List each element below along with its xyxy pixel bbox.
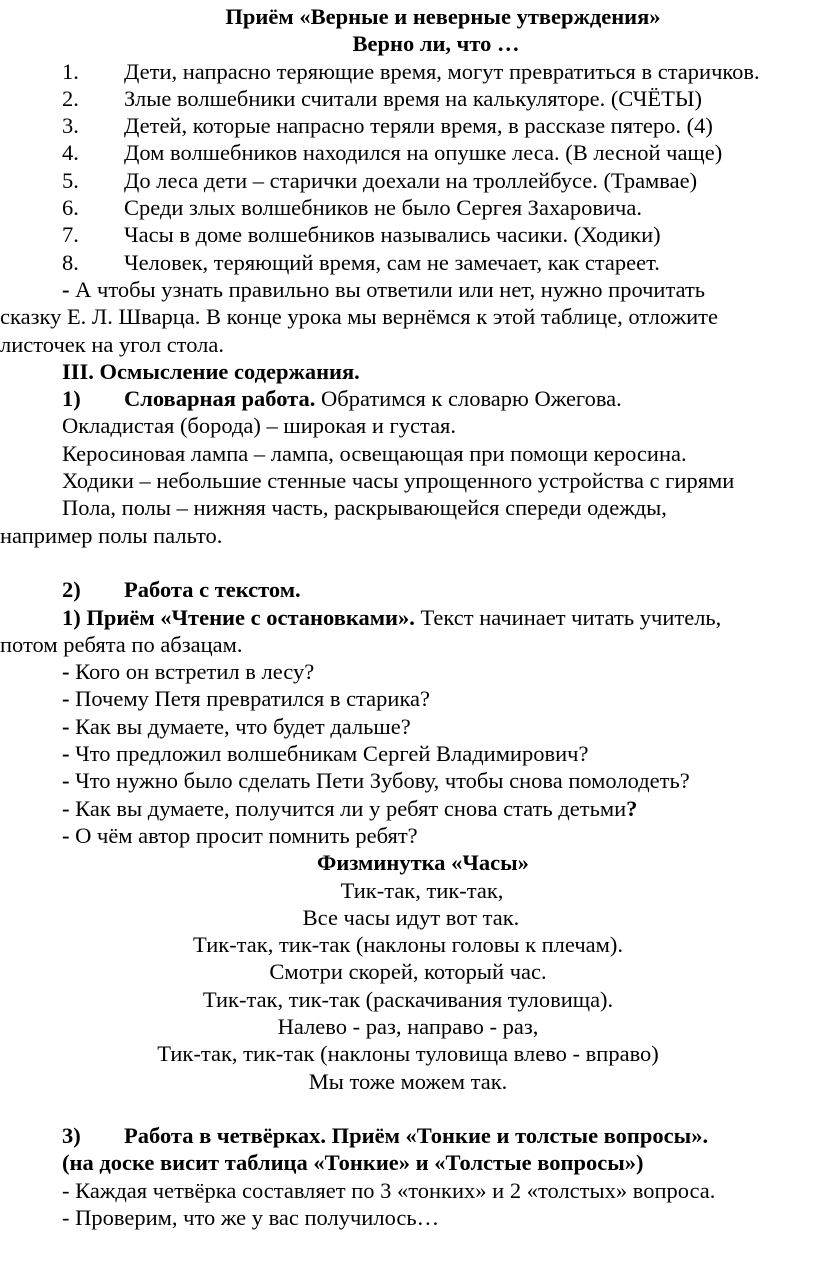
poem-line: Тик-так, тик-так (наклоны головы к плечам). <box>193 932 623 958</box>
list-item-number: 1. <box>62 58 79 84</box>
list-item-number: 3. <box>62 113 79 139</box>
method-paragraph <box>0 604 816 631</box>
vocab-entry: Окладистая (борода) – широкая и густая. <box>62 413 457 439</box>
list-item-text: Дом волшебников находился на опушке леса. (В лесной чаще) <box>124 140 723 166</box>
list-item <box>0 194 816 221</box>
poem-line: Тик-так, тик-так (раскачивания туловища). <box>202 986 614 1012</box>
poem-line: Тик-так, тик-так (наклоны туловища влево - вправо) <box>157 1041 659 1067</box>
page-title: Приём «Верные и неверные утверждения» <box>225 4 661 29</box>
vocab-title: Словарная работа. <box>124 386 316 412</box>
vocab-heading <box>0 385 816 412</box>
poem-line: Все часы идут вот так. <box>302 904 520 930</box>
groupwork-line: - Проверим, что же у вас получилось… <box>62 1205 440 1231</box>
list-item <box>0 249 816 276</box>
note-dash: - <box>62 276 70 302</box>
list-item-number: 7. <box>62 222 79 248</box>
list-item-text: Злые волшебники считали время на калькуляторе. (СЧЁТЫ) <box>124 85 702 111</box>
list-item-number: 2. <box>62 85 79 111</box>
list-item-text: Детей, которые напрасно теряли время, в рассказе пятеро. (4) <box>124 113 713 139</box>
list-item <box>0 167 816 194</box>
poem-line: Тик-так, тик-так, <box>340 877 504 903</box>
method-text: Текст начинает читать учитель, <box>414 604 722 630</box>
note-paragraph-line: сказку Е. Л. Шварца. В конце урока мы вернёмся к этой таблице, отложите <box>0 304 718 330</box>
groupwork-number: 3) <box>62 1123 81 1149</box>
method-paragraph-line: потом ребята по абзацам. <box>0 631 243 657</box>
textwork-number: 2) <box>62 577 81 603</box>
question-list <box>0 658 816 849</box>
poem-line: Смотри скорей, который час. <box>269 959 547 985</box>
question-item: - Кого он встретил в лесу? <box>62 659 315 685</box>
list-item-text: Человек, теряющий время, сам не замечает, как стареет. <box>124 249 660 275</box>
textwork-heading <box>0 576 816 603</box>
list-item <box>0 85 816 112</box>
spacer <box>0 549 816 576</box>
list-item <box>0 139 816 166</box>
poem-line: Мы тоже можем так. <box>308 1068 508 1094</box>
textwork-title: Работа с текстом. <box>124 577 301 603</box>
method-title: 1) Приём «Чтение с остановками». <box>62 604 415 630</box>
note-text: А чтобы узнать правильно вы ответили или нет, нужно прочитать <box>69 276 706 302</box>
list-item-text: Среди злых волшебников не было Сергея Захаровича. <box>124 195 642 221</box>
physminute-poem <box>0 877 816 1095</box>
document-content <box>0 3 816 1231</box>
list-item-text: До леса дети – старички доехали на троллейбусе. (Трамвае) <box>124 167 698 193</box>
list-item-number: 8. <box>62 249 79 275</box>
question-item: - Почему Петя превратился в старика? <box>62 686 431 712</box>
statement-list <box>0 58 816 276</box>
list-item <box>0 221 816 248</box>
question-item: - Что нужно было сделать Пети Зубову, чтобы снова помолодеть? <box>62 768 690 794</box>
list-item-text: Дети, напрасно теряющие время, могут превратиться в старичков. <box>124 58 760 84</box>
list-item-number: 4. <box>62 140 79 166</box>
spacer <box>0 1095 816 1122</box>
list-item-text: Часы в доме волшебников назывались часики. (Ходики) <box>124 222 661 248</box>
vocab-entry: Керосиновая лампа – лампа, освещающая при помощи керосина. <box>62 440 687 466</box>
question-item: - О чём автор просит помнить ребят? <box>62 822 418 848</box>
page-subtitle: Верно ли, что … <box>352 31 520 57</box>
groupwork-subtitle: (на доске висит таблица «Тонкие» и «Толстые вопросы») <box>62 1150 644 1176</box>
question-item: - Как вы думаете, что будет дальше? <box>62 713 411 739</box>
groupwork-heading <box>0 1122 816 1149</box>
note-paragraph <box>0 276 816 303</box>
note-paragraph-line: листочек на угол стола. <box>0 331 225 357</box>
groupwork-title: Работа в четвёрках. Приём «Тонкие и толстые вопросы». <box>124 1123 709 1149</box>
list-item <box>0 58 816 85</box>
groupwork-line: - Каждая четвёрка составляет по 3 «тонких» и 2 «толстых» вопроса. <box>62 1177 716 1203</box>
list-item <box>0 112 816 139</box>
question-item: - Как вы думаете, получится ли у ребят снова стать детьми? <box>62 795 638 821</box>
list-item-number: 6. <box>62 195 79 221</box>
vocab-entry-continuation: например полы пальто. <box>0 522 223 548</box>
vocab-entry: Пола, полы – нижняя часть, раскрывающейся спереди одежды, <box>62 495 667 521</box>
question-item: - Что предложил волшебникам Сергей Владимирович? <box>62 741 589 767</box>
poem-line: Налево - раз, направо - раз, <box>277 1013 539 1039</box>
vocab-number: 1) <box>62 386 81 412</box>
vocab-intro: Обратимся к словарю Ожегова. <box>315 386 622 412</box>
list-item-number: 5. <box>62 167 79 193</box>
vocab-entry: Ходики – небольшие стенные часы упрощенного устройства с гирями <box>62 468 735 494</box>
section-heading: III. Осмысление содержания. <box>62 358 360 384</box>
physminute-title: Физминутка «Часы» <box>317 850 529 876</box>
